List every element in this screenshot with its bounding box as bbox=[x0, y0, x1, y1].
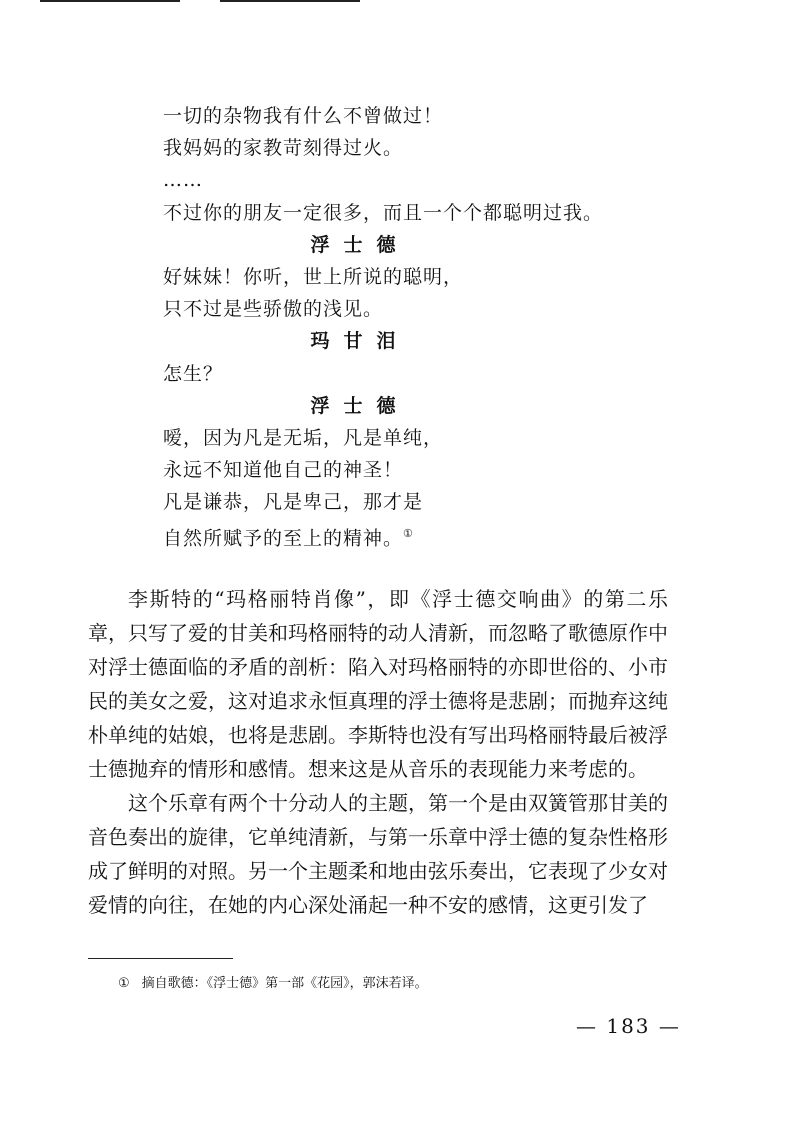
footnote bbox=[118, 975, 428, 993]
verse-line: 一切的杂物我有什么不曾做过！ bbox=[163, 105, 444, 127]
page-number: — 183 — bbox=[576, 1014, 681, 1038]
verse-line: 我妈妈的家教苛刻得过火。 bbox=[163, 137, 404, 159]
verse-ellipsis: …… bbox=[163, 169, 203, 191]
top-rule-left bbox=[40, 0, 180, 2]
verse-line-text: 自然所赋予的至上的精神。 bbox=[163, 527, 404, 550]
speaker-name: 浮士德 bbox=[310, 395, 410, 417]
verse-line: 嗳，因为凡是无垢，凡是单纯， bbox=[163, 427, 444, 449]
footnote-divider bbox=[88, 958, 233, 959]
verse-line: 永远不知道他自己的神圣！ bbox=[163, 459, 404, 481]
speaker-name: 玛甘泪 bbox=[310, 330, 410, 352]
verse-line: 凡是谦恭，凡是卑己，那才是 bbox=[163, 491, 424, 513]
footnote-number: ① bbox=[118, 976, 130, 991]
speaker-name: 浮士德 bbox=[310, 234, 410, 256]
paragraph: 李斯特的“玛格丽特肖像”，即《浮士德交响曲》的第二乐章，只写了爱的甘美和玛格丽特的动人清新，而忽略了歌德原作中对浮士德面临的矛盾的剖析：陷入对玛格丽特的亦即世俗的、小市民的美女之爱，这对追求永恒真理的浮士德将是悲剧；而抛弃这纯朴单纯的姑娘，也将是悲剧。李斯特也没有写出玛格丽特最后被浮士德抛弃的情形和感情。想来这是从音乐的表现能力来考虑的。 bbox=[88, 587, 668, 781]
body-text bbox=[88, 582, 668, 922]
verse-line-with-footnote bbox=[163, 522, 414, 550]
verse-line: 怎生？ bbox=[163, 363, 224, 385]
verse-line: 只不过是些骄傲的浅见。 bbox=[163, 298, 384, 320]
verse-line: 好妹妹！你听，世上所说的聪明， bbox=[163, 266, 464, 288]
footnote-reference: ① bbox=[403, 527, 414, 540]
footnote-text: 摘自歌德：《浮士德》第一部《花园》，郭沫若译。 bbox=[141, 976, 428, 991]
top-rule-right bbox=[220, 0, 360, 2]
paragraph: 这个乐章有两个十分动人的主题，第一个是由双簧管那甘美的音色奏出的旋律，它单纯清新，与第一乐章中浮士德的复杂性格形成了鲜明的对照。另一个主题柔和地由弦乐奏出，它表现了少女对爱情的向往，在她的内心深处涌起一种不安的感情，这更引发了 bbox=[88, 791, 668, 917]
verse-line: 不过你的朋友一定很多，而且一个个都聪明过我。 bbox=[163, 202, 604, 224]
